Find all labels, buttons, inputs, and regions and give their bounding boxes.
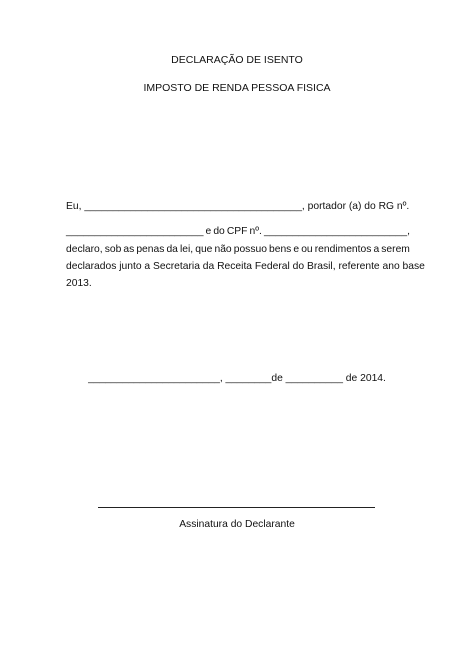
body-word: serem xyxy=(381,244,410,255)
body-line-1: Eu, ______________________________________, portador (a) do RG nº. xyxy=(66,201,410,212)
body-word: da xyxy=(166,244,178,255)
signature-line xyxy=(98,507,375,508)
body-word: rendimentos xyxy=(314,244,372,255)
body-line-2 xyxy=(66,226,410,237)
body-word: possuo xyxy=(233,244,267,255)
body-word: a xyxy=(373,244,380,255)
place-date-line: _______________________, ________de __________ de 2014. xyxy=(88,373,386,384)
cpf-number-blank: _________________________, xyxy=(263,226,410,237)
signature-label: Assinatura do Declarante xyxy=(179,519,295,530)
body-line-4: declarados junto a Secretaria da Receita Federal do Brasil, referente ano base xyxy=(66,261,425,272)
body-word: as xyxy=(123,244,135,255)
body-word: do xyxy=(213,226,225,237)
body-word: e xyxy=(293,244,300,255)
body-line-5: 2013. xyxy=(66,278,92,289)
rg-number-blank: ________________________ xyxy=(66,226,204,237)
body-word: lei, xyxy=(179,244,194,255)
body-word: penas xyxy=(136,244,165,255)
body-word: e xyxy=(205,226,212,237)
body-word: bens xyxy=(269,244,292,255)
body-word: CPF xyxy=(226,226,248,237)
document-title: DECLARAÇÃO DE ISENTO xyxy=(171,54,303,66)
body-word: não xyxy=(214,244,232,255)
body-line-3 xyxy=(66,244,410,255)
body-word: sob xyxy=(104,244,122,255)
body-word: que xyxy=(195,244,213,255)
body-word: ou xyxy=(301,244,313,255)
body-word: declaro, xyxy=(66,244,103,255)
document-subtitle: IMPOSTO DE RENDA PESSOA FISICA xyxy=(143,82,331,94)
body-word: nº. xyxy=(249,226,262,237)
